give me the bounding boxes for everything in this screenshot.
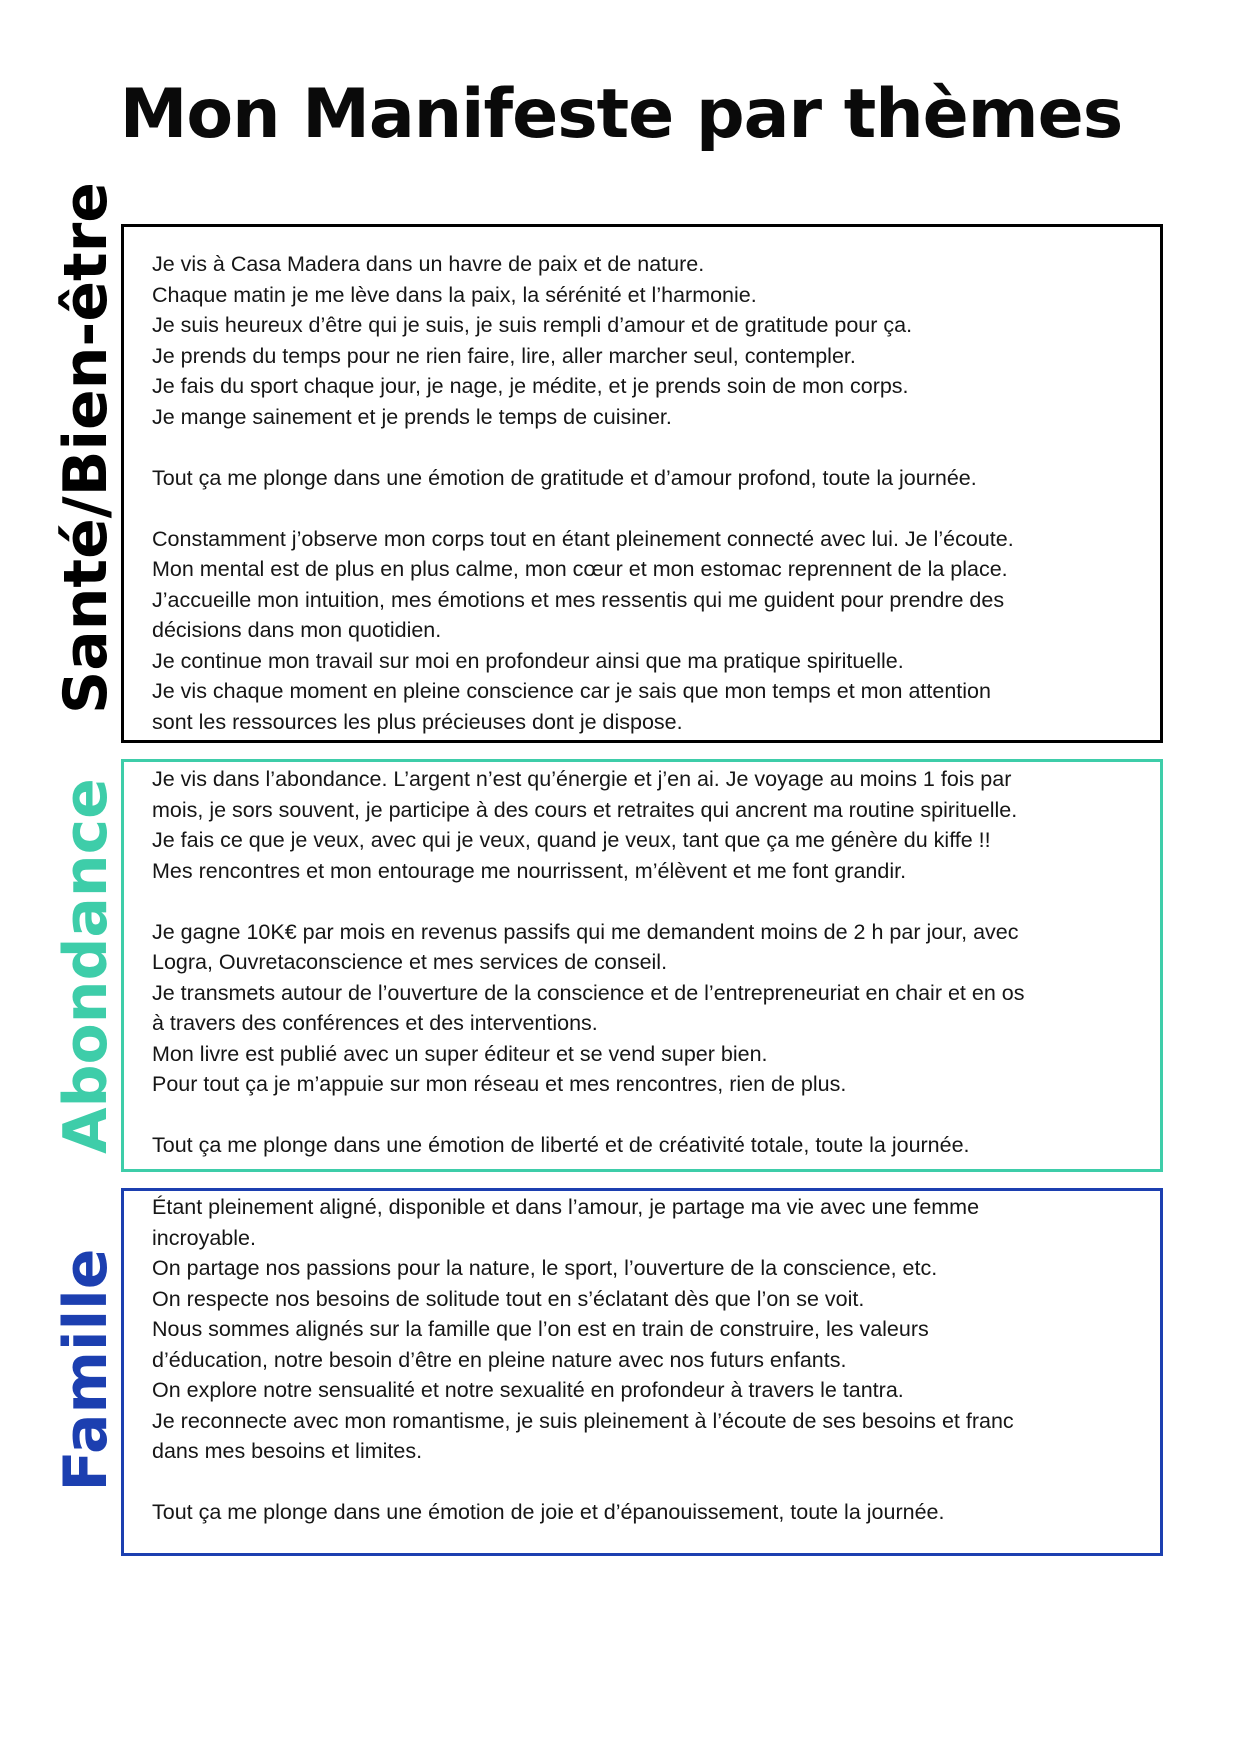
text-line: Constamment j’observe mon corps tout en étant pleinement connecté avec lui. Je l’écoute. [152, 526, 1014, 551]
text-line: Pour tout ça je m’appuie sur mon réseau et mes rencontres, rien de plus. [152, 1072, 847, 1096]
text-line: Je reconnecte avec mon romantisme, je suis pleinement à l’écoute de ses besoins et franc [152, 1408, 1014, 1433]
text-line: On explore notre sensualité et notre sexualité en profondeur à travers le tantra. [152, 1378, 904, 1402]
text-line: dans mes besoins et limites. [152, 1439, 423, 1463]
paragraph-gap [152, 886, 1140, 917]
text-line: d’éducation, notre besoin d’être en pleine nature avec nos futurs enfants. [152, 1347, 847, 1372]
page-title: Mon Manifeste par thèmes [119, 75, 1123, 154]
text-line: On partage nos passions pour la nature, le sport, l’ouverture de la conscience, etc. [152, 1256, 938, 1280]
famille-text-box [121, 1188, 1163, 1556]
text-line: Tout ça me plonge dans une émotion de liberté et de créativité totale, toute la journée. [152, 1133, 970, 1157]
text-line: Mon mental est de plus en plus calme, mon cœur et mon estomac reprennent de la place. [152, 557, 1008, 581]
paragraph-gap [152, 1100, 1140, 1131]
section-label-famille: Famille [51, 1248, 121, 1492]
text-line: Je fais du sport chaque jour, je nage, je médite, et je prends soin de mon corps. [152, 374, 909, 398]
text-line: Je vis chaque moment en pleine conscience car je sais que mon temps et mon attention [152, 679, 991, 703]
paragraph-gap [152, 1467, 1140, 1498]
text-line: Tout ça me plonge dans une émotion de joie et d’épanouissement, toute la journée. [152, 1500, 945, 1524]
text-line: Je transmets autour de l’ouverture de la conscience et de l’entrepreneuriat en chair et en os [152, 980, 1025, 1005]
text-line: à travers des conférences et des interventions. [152, 1011, 598, 1035]
text-line: Nous sommes alignés sur la famille que l’on est en train de construire, les valeurs [152, 1317, 929, 1341]
famille-paragraphs [152, 1192, 1140, 1528]
text-line: incroyable. [152, 1225, 256, 1250]
text-line: mois, je sors souvent, je participe à des cours et retraites qui ancrent ma routine spirituelle. [152, 797, 1018, 822]
text-line: décisions dans mon quotidien. [152, 618, 442, 642]
sante-paragraphs [152, 249, 1140, 737]
text-line: J’accueille mon intuition, mes émotions et mes ressentis qui me guident pour prendre des [152, 587, 1005, 612]
text-line: Je vis dans l’abondance. L’argent n’est qu’énergie et j’en ai. Je voyage au moins 1 fois par [152, 767, 1012, 791]
paragraph-gap [152, 493, 1140, 524]
text-line: Je suis heureux d’être qui je suis, je suis rempli d’amour et de gratitude pour ça. [152, 313, 913, 337]
text-line: On respecte nos besoins de solitude tout en s’éclatant dès que l’on se voit. [152, 1286, 865, 1311]
abondance-text-box [121, 759, 1163, 1172]
text-line: Je prends du temps pour ne rien faire, lire, aller marcher seul, contempler. [152, 343, 856, 368]
abondance-paragraphs [152, 764, 1140, 1161]
text-line: Étant pleinement aligné, disponible et dans l’amour, je partage ma vie avec une femme [152, 1195, 980, 1219]
text-line: Je continue mon travail sur moi en profondeur ainsi que ma pratique spirituelle. [152, 648, 904, 673]
section-label-abondance: Abondance [51, 778, 121, 1154]
text-line: Mon livre est publié avec un super éditeur et se vend super bien. [152, 1041, 768, 1066]
section-label-sante: Santé/Bien-être [51, 182, 121, 714]
text-line: Mes rencontres et mon entourage me nourrissent, m’élèvent et me font grandir. [152, 858, 907, 883]
text-line: Logra, Ouvretaconscience et mes services de conseil. [152, 950, 668, 974]
text-line: Je fais ce que je veux, avec qui je veux, quand je veux, tant que ça me génère du kiffe !! [152, 828, 991, 852]
text-line: Je mange sainement et je prends le temps de cuisiner. [152, 404, 672, 429]
text-line: Je gagne 10K€ par mois en revenus passifs qui me demandent moins de 2 h par jour, avec [152, 919, 1019, 944]
sante-text-box [121, 224, 1163, 743]
text-line: Je vis à Casa Madera dans un havre de paix et de nature. [152, 252, 705, 276]
text-line: sont les ressources les plus précieuses dont je dispose. [152, 709, 683, 734]
text-line: Tout ça me plonge dans une émotion de gratitude et d’amour profond, toute la journée. [152, 465, 977, 490]
paragraph-gap [152, 432, 1140, 463]
text-line: Chaque matin je me lève dans la paix, la sérénité et l’harmonie. [152, 282, 757, 307]
